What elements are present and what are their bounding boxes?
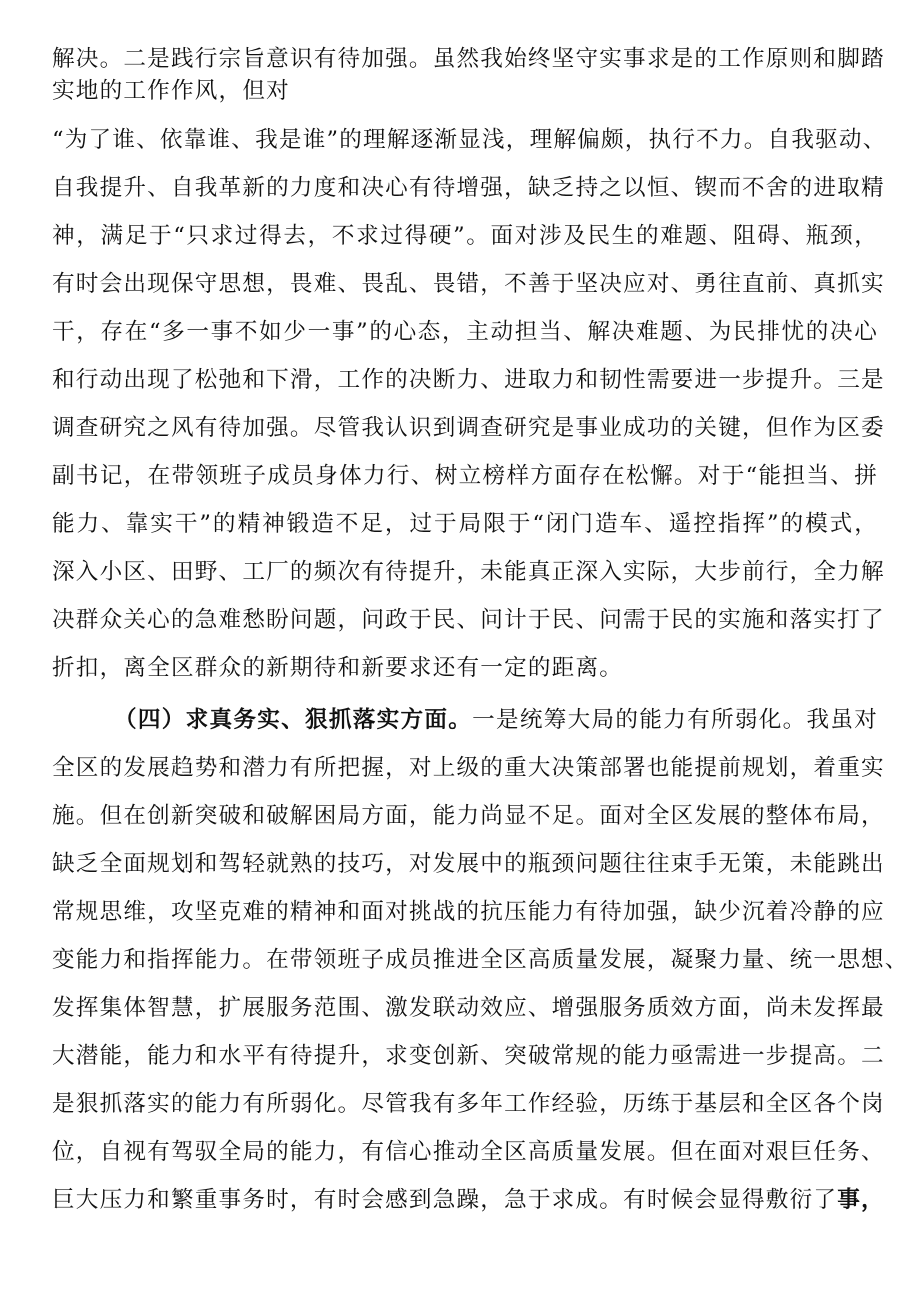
paragraph-line: 有时会出现保守思想，畏难、畏乱、畏错，不善于坚决应对、勇往直前、真抓实	[52, 271, 885, 297]
paragraph-line: 自我提升、自我革新的力度和决心有待增强，缺乏持之以恒、锲而不舍的进取精	[52, 175, 885, 201]
paragraph-line: 大潜能，能力和水平有待提升，求变创新、突破常规的能力亟需进一步提高。二	[52, 1043, 885, 1069]
paragraph-line: 变能力和指挥能力。在带领班子成员推进全区高质量发展，凝聚力量、统一思想、	[52, 947, 909, 973]
section-heading: （四）求真务实、狠抓落实方面。	[114, 707, 473, 733]
paragraph-line: 发挥集体智慧，扩展服务范围、激发联动效应、增强服务质效方面，尚未发挥最	[52, 995, 885, 1021]
paragraph-line: 神，满足于“只求过得去，不求过得硬”。面对涉及民生的难题、阻碍、瓶颈，	[52, 223, 878, 249]
paragraph-line: 干，存在“多一事不如少一事”的心态，主动担当、解决难题、为民排忧的决心	[52, 319, 878, 345]
section-first-line	[114, 702, 878, 734]
section-first-line-text: 一是统筹大局的能力有所弱化。我虽对	[472, 707, 879, 733]
paragraph-line: 深入小区、田野、工厂的频次有待提升，未能真正深入实际，大步前行，全力解	[52, 559, 885, 585]
paragraph-line: 调查研究之风有待加强。尽管我认识到调查研究是事业成功的关键，但作为区委	[52, 415, 885, 441]
paragraph-line: 全区的发展趋势和潜力有所把握，对上级的重大决策部署也能提前规划，着重实	[52, 755, 885, 781]
paragraph-line: 施。但在创新突破和破解困局方面，能力尚显不足。面对全区发展的整体布局，	[52, 803, 885, 829]
paragraph-line: 决群众关心的急难愁盼问题，问政于民、问计于民、问需于民的实施和落实打了	[52, 607, 885, 633]
paragraph-line: 常规思维，攻坚克难的精神和面对挑战的抗压能力有待加强，缺少沉着冷静的应	[52, 899, 885, 925]
paragraph-line: “为了谁、依靠谁、我是谁”的理解逐渐显浅，理解偏颇，执行不力。自我驱动、	[52, 127, 887, 153]
paragraph-line: 和行动出现了松弛和下滑，工作的决断力、进取力和韧性需要进一步提升。三是	[52, 367, 885, 393]
paragraph-line: 位，自视有驾驭全局的能力，有信心推动全区高质量发展。但在面对艰巨任务、	[52, 1139, 885, 1165]
paragraph-last-line	[52, 1182, 885, 1214]
paragraph-line: 是狠抓落实的能力有所弱化。尽管我有多年工作经验，历练于基层和全区各个岗	[52, 1091, 885, 1117]
paragraph-line: 副书记，在带领班子成员身体力行、树立榜样方面存在松懈。对于“能担当、拼	[52, 463, 878, 489]
last-line-bold-text: 事，	[837, 1187, 885, 1213]
paragraph-line: 缺乏全面规划和驾轻就熟的技巧，对发展中的瓶颈问题往往束手无策，未能跳出	[52, 851, 885, 877]
paragraph-line: 能力、靠实干”的精神锻造不足，过于局限于“闭门造车、遥控指挥”的模式，	[52, 511, 878, 537]
paragraph-line: 实地的工作作风，但对	[52, 78, 290, 104]
last-line-text: 巨大压力和繁重事务时，有时会感到急躁，急于求成。有时候会显得敷衍了	[52, 1187, 838, 1213]
paragraph-line: 解决。二是践行宗旨意识有待加强。虽然我始终坚守实事求是的工作原则和脚踏	[52, 46, 885, 72]
paragraph-line: 折扣，离全区群众的新期待和新要求还有一定的距离。	[52, 655, 624, 681]
